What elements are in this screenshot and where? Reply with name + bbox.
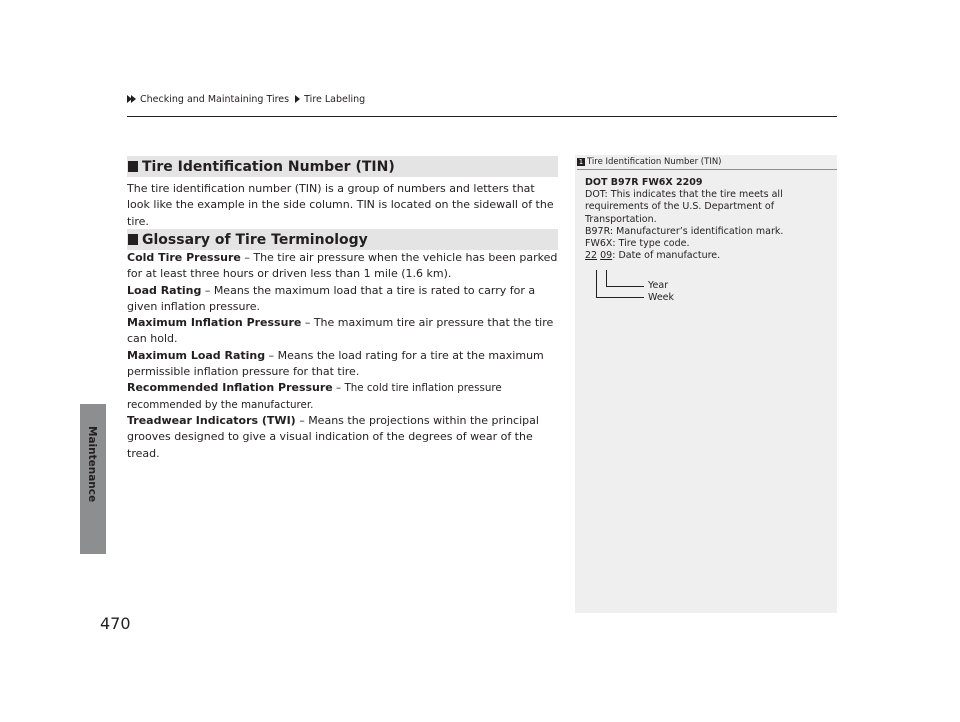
year-bracket-vertical — [606, 270, 607, 287]
glossary-entry — [127, 380, 559, 413]
tin-explanation-line: FW6X: Tire type code. — [585, 238, 690, 250]
header-divider — [127, 116, 837, 117]
glossary-definition: – Means the load rating for a tire at the maximum permissible inflation pressure for that tire. — [127, 348, 544, 379]
note-reference-icon: 1 — [578, 158, 584, 166]
tin-date-line — [585, 250, 825, 262]
glossary-entry — [127, 348, 559, 381]
date-suffix: : Date of manufacture. — [612, 250, 721, 262]
week-label: Week — [648, 292, 675, 303]
year-label: Year — [648, 280, 669, 291]
tin-explanation-line: DOT: This indicates that the tire meets all requirements of the U.S. Department of Transportation. — [585, 189, 783, 225]
tin-explanation-line: B97R: Manufacturer’s identification mark. — [585, 225, 784, 237]
week-bracket-horizontal — [596, 297, 644, 298]
breadcrumb-arrow-icon — [131, 95, 136, 103]
section-title: Tire Identification Number (TIN) — [142, 158, 395, 175]
glossary-definition: – The maximum tire air pressure that the tire can hold. — [127, 316, 554, 346]
breadcrumb-item[interactable]: Checking and Maintaining Tires — [140, 94, 290, 105]
tin-paragraph: The tire identification number (TIN) is a group of numbers and letters that look like the example in the side column. TIN is located on the sidewall of the tire. — [127, 182, 554, 228]
glossary-term: Recommended Inflation Pressure — [127, 381, 333, 395]
glossary-entry — [127, 315, 559, 348]
section-square-icon — [128, 161, 138, 172]
glossary-definition: – The cold tire inflation pressure recommended by the manufacturer. — [127, 382, 502, 411]
week-bracket-vertical — [596, 270, 597, 298]
section-heading-tin — [127, 156, 558, 177]
page-number: 470 — [100, 614, 131, 633]
section-title: Glossary of Tire Terminology — [142, 231, 368, 248]
date-year-digits: 09 — [600, 250, 613, 262]
glossary-term: Load Rating — [127, 283, 202, 297]
chapter-label: Maintenance — [86, 426, 98, 503]
glossary-definition: – Means the projections within the principal grooves designed to give a visual indication of the degrees of wear of the tread. — [127, 413, 539, 460]
section-square-icon — [128, 234, 138, 245]
glossary-entry — [127, 283, 559, 316]
date-week-digits: 22 — [585, 250, 598, 262]
glossary-definition: – Means the maximum load that a tire is rated to carry for a given inflation pressure. — [127, 283, 536, 313]
breadcrumb — [127, 94, 368, 105]
glossary-list — [127, 250, 559, 462]
glossary-term: Cold Tire Pressure — [127, 251, 241, 264]
side-note-body — [585, 177, 825, 262]
side-note-title: Tire Identification Number (TIN) — [587, 157, 722, 167]
glossary-term: Maximum Inflation Pressure — [127, 316, 302, 330]
glossary-definition: – The tire air pressure when the vehicle has been parked for at least three hours or driven less than 1 mile (1.6 km). — [127, 251, 558, 281]
breadcrumb-arrow-icon — [295, 95, 300, 103]
tin-example-code: DOT B97R FW6X 2209 — [585, 177, 703, 188]
breadcrumb-item[interactable]: Tire Labeling — [304, 94, 366, 105]
glossary-entry — [127, 250, 559, 283]
section-heading-glossary — [127, 229, 558, 250]
glossary-term: Maximum Load Rating — [127, 348, 266, 362]
glossary-term: Treadwear Indicators (TWI) — [127, 413, 296, 427]
side-note-heading[interactable] — [577, 157, 722, 167]
glossary-entry — [127, 413, 559, 462]
year-bracket-horizontal — [606, 286, 644, 287]
side-note-divider — [577, 169, 837, 170]
